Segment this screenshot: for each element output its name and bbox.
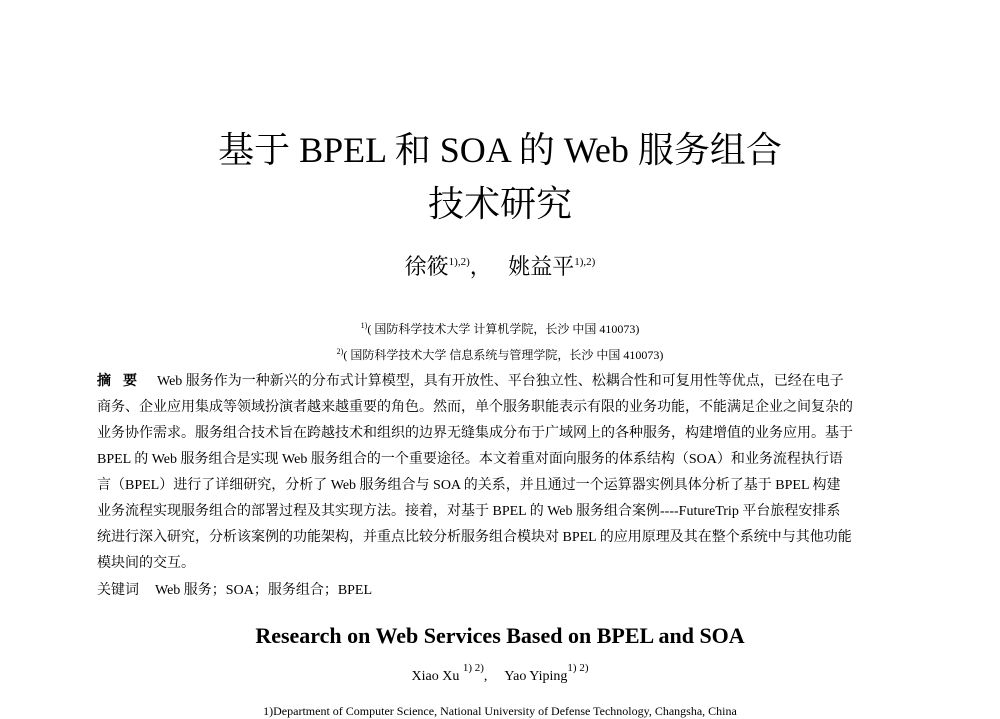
abstract-line: 业务流程实现服务组合的部署过程及其实现方法。接着，对基于 BPEL 的 Web 服务组合案例----FutureTrip 平台旅程安排系 [97,504,841,519]
english-author-separator: , [483,669,488,684]
affiliation-1 [0,320,1000,340]
english-author-list [0,664,1000,690]
keywords-text: Web 服务；SOA；服务组合；BPEL [155,583,373,598]
abstract-line: 业务协作需求。服务组合技术旨在跨越技术和组织的边界无缝集成分布于广域网上的各种服务，构建增值的业务应用。基于 [97,426,853,441]
abstract [97,369,907,577]
paper-title-line2: 技术研究 [427,184,572,224]
abstract-line: 言（BPEL）进行了详细研究，分析了 Web 服务组合与 SOA 的关系，并且通过一个运算器实例具体分析了基于 BPEL 构建 [97,478,841,493]
author-affiliation-mark: 1),2) [574,256,596,268]
affiliation-mark: 2) [336,347,344,356]
affiliation-text: ( 国防科学技术大学 计算机学院，长沙 中国 410073) [367,322,640,336]
affiliation-text: ( 国防科学技术大学 信息系统与管理学院，长沙 中国 410073) [343,348,664,362]
abstract-line: 商务、企业应用集成等领域扮演者越来越重要的角色。然而，单个服务职能表示有限的业务功能，不能满足企业之间复杂的 [97,400,853,415]
english-affiliation-partial: 1)Department of Computer Science, National University of Defense Technology, Changsha, China [263,704,737,718]
author-name: 徐筱 [404,254,449,279]
abstract-label: 摘要 [97,374,149,389]
author-name: 姚益平 [508,254,575,279]
english-author-mark: 1) 2) [462,662,484,674]
english-title: Research on Web Services Based on BPEL and SOA [255,623,745,648]
english-author-name: Xiao Xu [411,669,460,684]
english-author-name: Yao Yiping [504,669,568,684]
english-author-mark: 1) 2) [567,662,589,674]
author-affiliation-mark: 1),2) [448,256,470,268]
keywords-label: 关键词 [97,583,139,598]
affiliation-2 [0,346,1000,366]
author-list [0,251,1000,287]
paper-title-line1: 基于 BPEL 和 SOA 的 Web 服务组合 [218,130,782,170]
abstract-line: 统进行深入研究，分析该案例的功能架构，并重点比较分析服务组合模块对 BPEL 的应用原理及其在整个系统中与其他功能 [97,530,852,545]
abstract-line: BPEL 的 Web 服务组合是实现 Web 服务组合的一个重要途径。本文着重对面向服务的体系结构（SOA）和业务流程执行语 [97,452,843,467]
affiliation-mark: 1) [360,321,368,330]
abstract-line: 模块间的交互。 [97,556,195,571]
author-separator: ， [469,254,492,279]
keywords [97,578,372,604]
abstract-line: 摘要 Web 服务作为一种新兴的分布式计算模型，具有开放性、平台独立性、松耦合性和可复用性等优点，已经在电子 [97,374,844,389]
